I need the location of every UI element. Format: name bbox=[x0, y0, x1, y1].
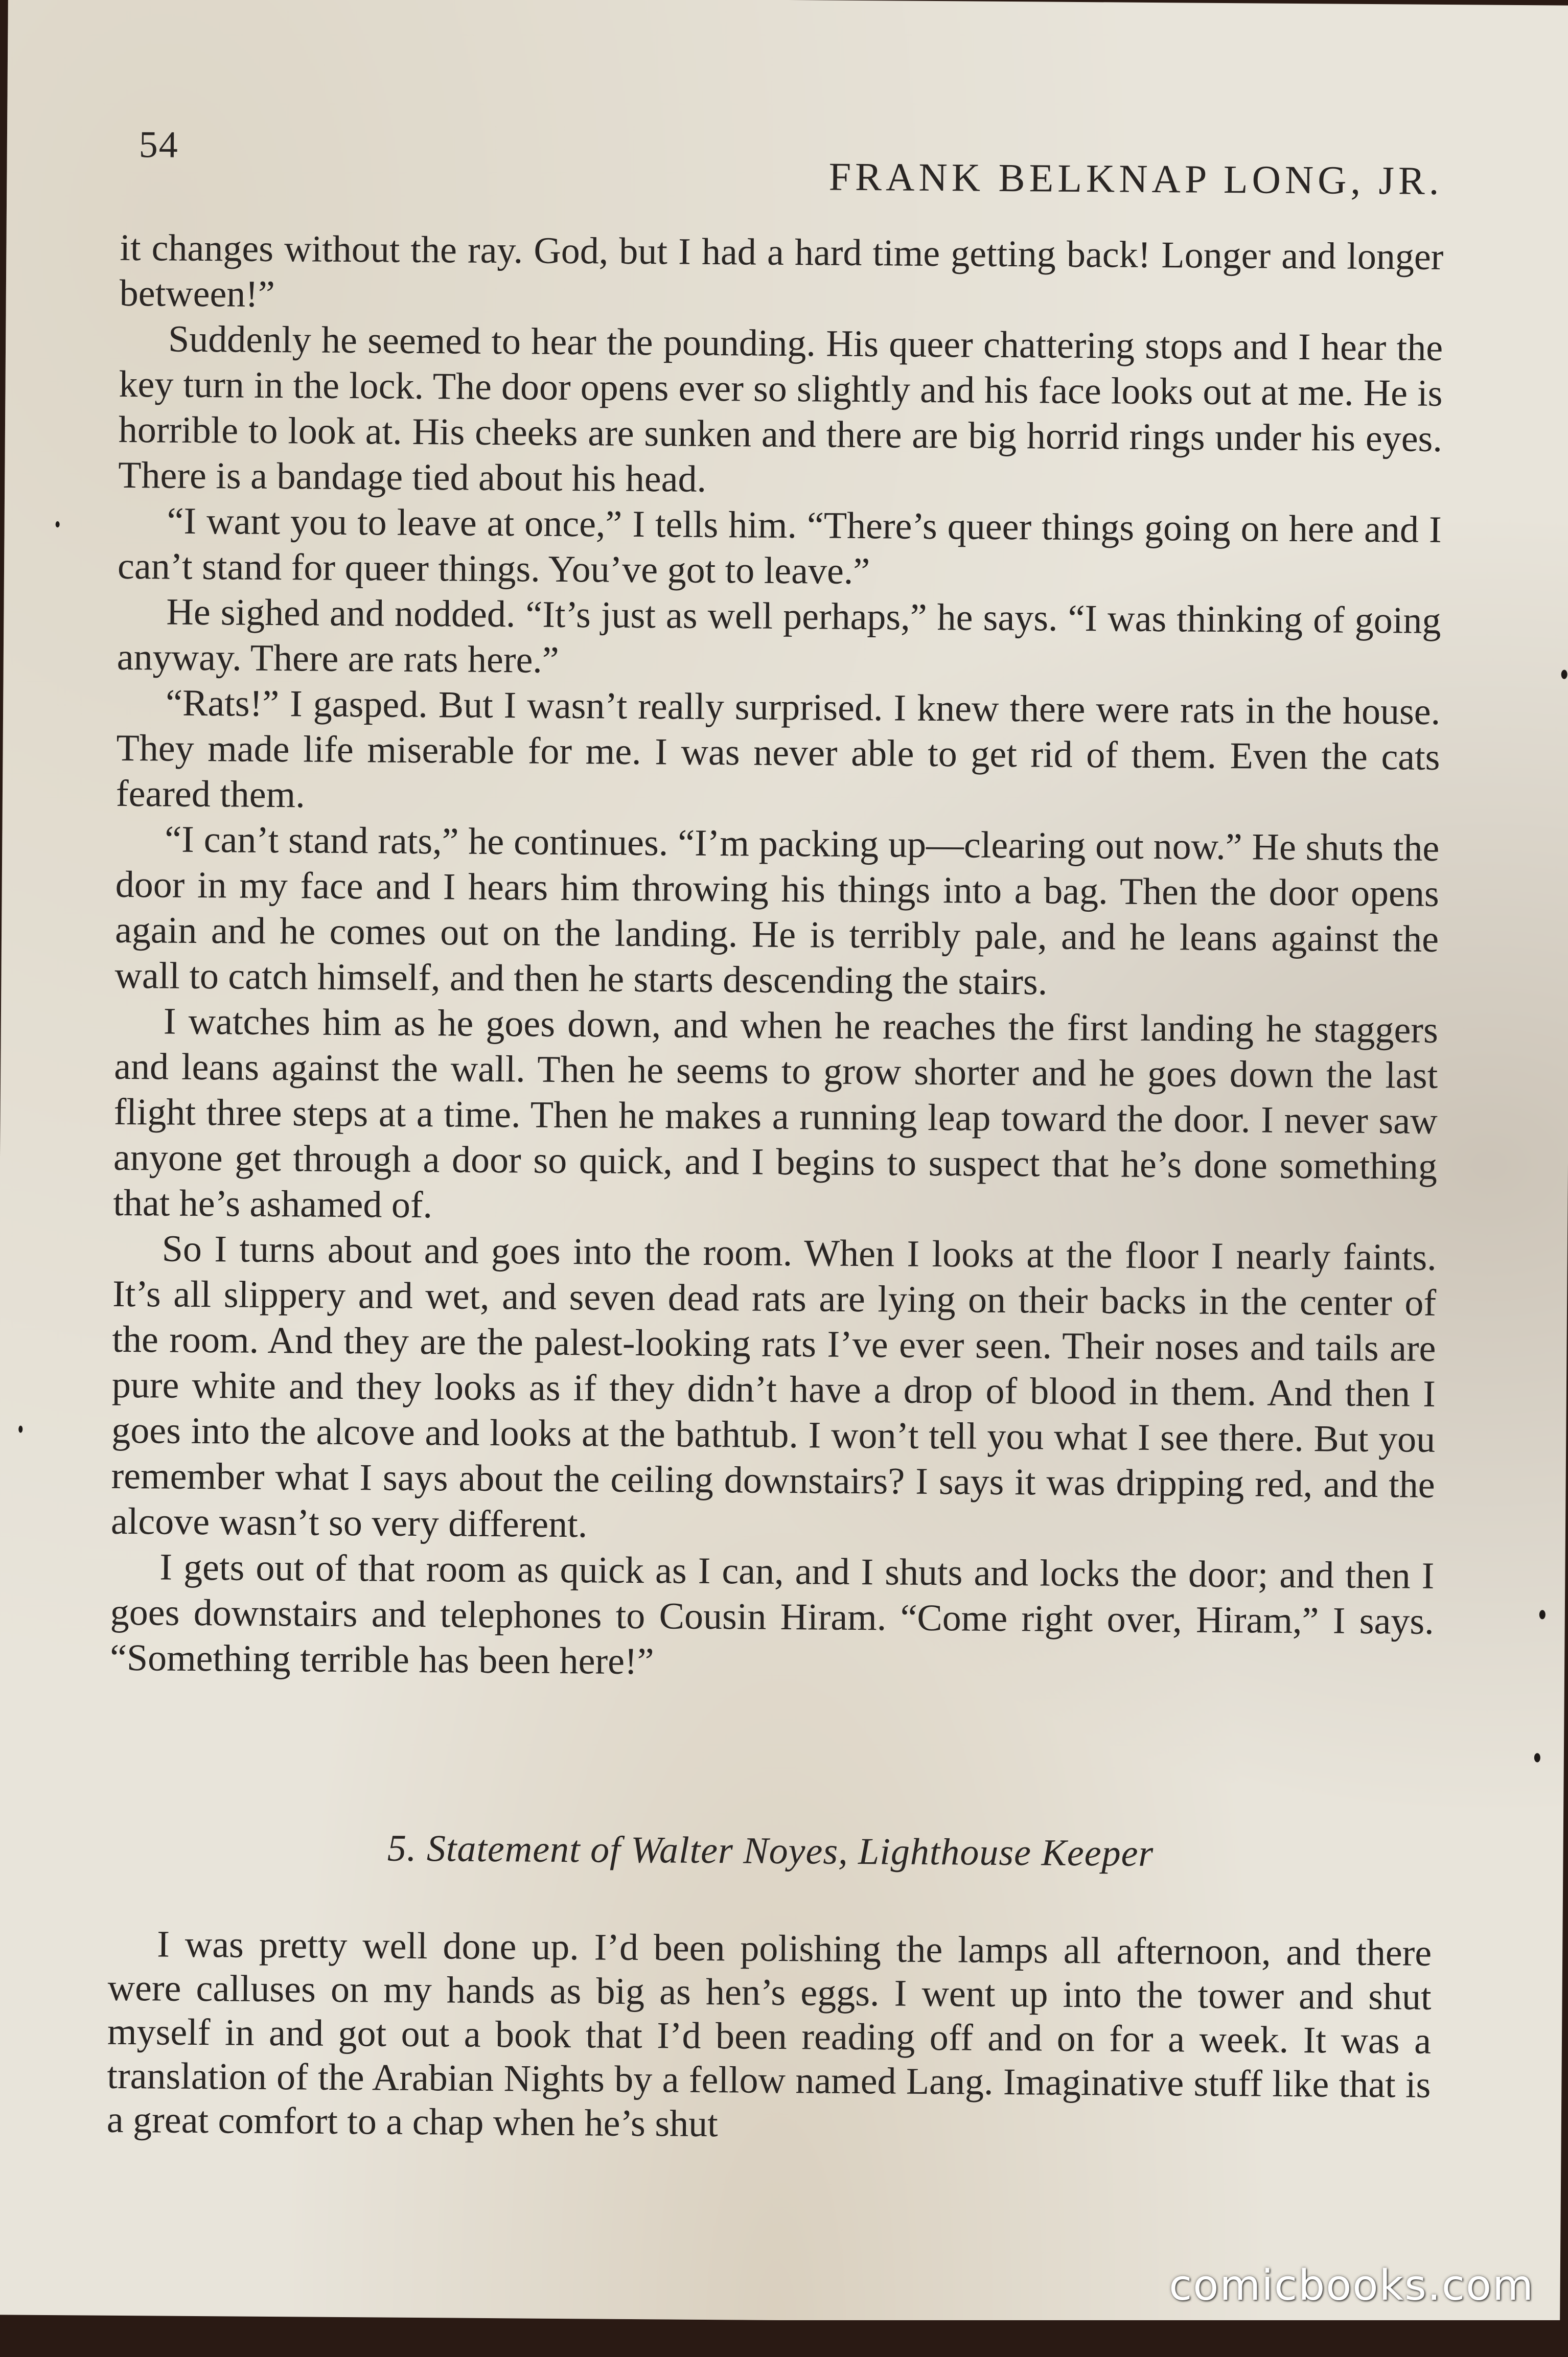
section-body bbox=[107, 1922, 1432, 2151]
paragraph: I gets out of that room as quick as I can, and I shuts and locks the door; and then I goes downstairs and telephones to Cousin Hiram. “Come right over, Hiram,” I says. “Something terrible has been here!” bbox=[109, 1546, 1435, 1683]
paragraph: “I can’t stand rats,” he continues. “I’m packing up—clearing out now.” He shuts the door in my face and I hears him throwing his things into a bag. Then the door opens again and he comes out on the landing. He is terribly pale, and he leans against the wall to catch himself, and then he starts descending the stairs. bbox=[114, 818, 1440, 1003]
ink-speck bbox=[1561, 670, 1567, 679]
ink-speck bbox=[1534, 1753, 1540, 1762]
paragraph: He sighed and nodded. “It’s just as well perhaps,” he says. “I was thinking of going anyway. There are rats here.” bbox=[117, 591, 1441, 681]
paragraph: “I want you to leave at once,” I tells him. “There’s queer things going on here and I can’t stand for queer things. You’ve got to leave.” bbox=[117, 500, 1442, 593]
paragraph: Suddenly he seemed to hear the pounding. His queer chattering stops and I hear the key turn in the lock. The door opens ever so slightly and his face looks out at me. He is horrible to look at. His cheeks are sunken and there are big horrid rings under his eyes. There is a bandage tied about his head. bbox=[118, 318, 1443, 500]
running-head: FRANK BELKNAP LONG, JR. bbox=[828, 154, 1443, 203]
paragraph: I was pretty well done up. I’d been polishing the lamps all afternoon, and there were calluses on my hands as big as hen’s eggs. I went up into the tower and shut myself in and got out a book that I’d been reading off and on for a week. It was a translation of the Arabian Nights by a fellow named Lang. Imaginative stuff like that is a great comfort to a chap when he’s shut bbox=[106, 1923, 1432, 2145]
watermark: comicbooks.com bbox=[1169, 2261, 1534, 2310]
section-heading: 5. Statement of Walter Noyes, Lighthouse Keeper bbox=[387, 1827, 1154, 1875]
scan-border bbox=[0, 2320, 1568, 2357]
page-number: 54 bbox=[139, 124, 179, 166]
ink-speck bbox=[56, 521, 60, 527]
body-text bbox=[110, 225, 1444, 1690]
paragraph: it changes without the ray. God, but I had a hard time getting back! Longer and longer between!” bbox=[119, 226, 1444, 316]
ink-speck bbox=[18, 1426, 22, 1433]
paragraph: I watches him as he goes down, and when he reaches the first landing he staggers and leans against the wall. Then he seems to grow shorter and he goes down the last flight three steps at a time. Then he makes a running leap toward the door. I never saw anyone get through a door so quick, and I begins to suspect that he’s done something that he’s ashamed of. bbox=[113, 1000, 1439, 1227]
paragraph: “Rats!” I gasped. But I wasn’t really surprised. I knew there were rats in the house. They made life miserable for me. I was never able to get rid of them. Even the cats feared them. bbox=[116, 682, 1441, 816]
ink-speck bbox=[1539, 1610, 1546, 1619]
paragraph: So I turns about and goes into the room. When I looks at the floor I nearly faints. It’s all slippery and wet, and seven dead rats are lying on their backs in the center of the room. And they are the palest-looking rats I’ve ever seen. Their noses and tails are pure white and they looks as if they didn’t have a drop of blood in them. And then I goes into the alcove and looks at the bathtub. I won’t tell you what I see there. But you remember what I says about the ceiling downstairs? I says it was dripping red, and the alcove wasn’t so very different. bbox=[110, 1228, 1437, 1546]
